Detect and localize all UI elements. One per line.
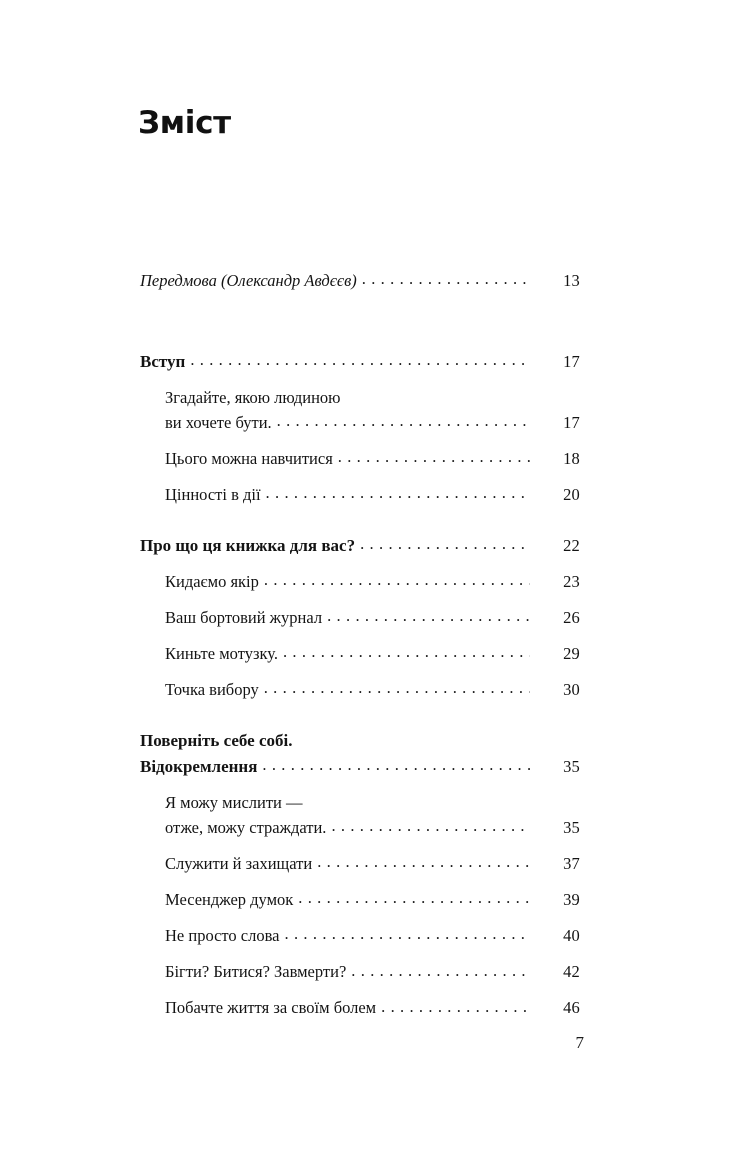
dot-leader: [317, 852, 530, 868]
toc-entry-page-number: 23: [563, 572, 580, 592]
spacer: [140, 948, 580, 959]
toc-entry-line: [165, 446, 580, 471]
toc-entry-pro-shcho[interactable]: [140, 533, 580, 559]
dot-leader: [331, 816, 530, 832]
toc-entry-line: [165, 887, 580, 912]
toc-entry-label: Побачте життя за своїм болем: [165, 998, 377, 1018]
toc-entry-bortovyi-zhurnal[interactable]: [165, 605, 605, 630]
toc-entry-povernit-sebe[interactable]: [140, 728, 580, 780]
toc-entry-label: Поверніть себе собі.: [140, 731, 293, 751]
toc-entry-page-number: 35: [563, 818, 580, 838]
dot-leader: [285, 924, 530, 940]
toc-entry-label: ви хочете бути.: [165, 412, 272, 432]
spacer: [140, 840, 580, 851]
toc-entry-page-number: 13: [563, 271, 580, 290]
toc-entry-label: Відокремлення: [140, 757, 258, 777]
toc-entry-line: [165, 605, 580, 630]
toc-entry-line: [140, 533, 580, 559]
toc-entry-kydaemo-yakir[interactable]: [165, 569, 605, 594]
toc-entry-page-number: 37: [563, 854, 580, 874]
dot-leader: [351, 961, 530, 977]
toc-entry-label: Не просто слова: [165, 926, 280, 946]
spacer: [140, 375, 580, 385]
toc-entry-page-number: 20: [563, 485, 580, 505]
toc-entry-tsogo-mozhna[interactable]: [165, 446, 605, 471]
toc-entry-label: Бігти? Битися? Завмерти?: [165, 962, 347, 982]
toc-entry-sluzhyty-zakhyshchaty[interactable]: [165, 851, 605, 876]
toc-entry-label: Вступ: [140, 352, 186, 372]
toc-entry-label: Цінності в дії: [165, 485, 261, 505]
dot-leader: [381, 997, 530, 1013]
toc-entry-line: [165, 641, 580, 666]
spacer: [140, 666, 580, 677]
dot-leader: [298, 888, 530, 904]
spacer: [140, 876, 580, 887]
toc-entry-vstup[interactable]: [140, 349, 580, 375]
toc-entry-label: Згадайте, якою людиною: [165, 387, 341, 407]
toc-entry-line: [165, 815, 580, 840]
spacer: [140, 293, 580, 349]
page-title: Зміст: [138, 105, 231, 141]
toc-entry-pobachte-zhyttya[interactable]: [165, 995, 605, 1020]
toc-entry-zgadayte[interactable]: [165, 385, 605, 435]
toc-entry-page-number: 18: [563, 449, 580, 469]
toc-entry-tsinnosti[interactable]: [165, 482, 605, 507]
toc-entry-page-number: 17: [563, 352, 580, 372]
toc-entry-label: Передмова (Олександр Авдєєв): [140, 271, 357, 290]
toc-entry-page-number: 40: [563, 926, 580, 946]
dot-leader: [362, 269, 530, 285]
toc-entry-label: Я можу мислити —: [165, 793, 303, 813]
toc-entry-tochka-vyboru[interactable]: [165, 677, 605, 702]
spacer: [140, 435, 580, 446]
toc-entry-line-continued: [165, 790, 580, 815]
spacer: [140, 471, 580, 482]
toc-entry-page-number: 17: [563, 412, 580, 432]
spacer: [140, 630, 580, 641]
toc-entry-line: [165, 959, 580, 984]
spacer: [140, 507, 580, 533]
toc-entry-line: [165, 851, 580, 876]
toc-entry-line: [140, 754, 580, 780]
toc-entry-label: Ваш бортовий журнал: [165, 608, 323, 628]
toc-entry-line: [165, 569, 580, 594]
dot-leader: [360, 534, 530, 550]
toc-entry-page-number: 42: [563, 962, 580, 982]
spacer: [140, 702, 580, 728]
toc-entry-page-number: 26: [563, 608, 580, 628]
toc-entry-page-number: 29: [563, 644, 580, 664]
spacer: [140, 594, 580, 605]
table-of-contents-list: [140, 268, 580, 1021]
toc-entry-mesendzher-dumok[interactable]: [165, 887, 605, 912]
toc-entry-line: [165, 995, 580, 1020]
dot-leader: [277, 411, 530, 427]
toc-entry-label: Киньте мотузку.: [165, 644, 278, 664]
toc-entry-preface[interactable]: [140, 268, 580, 293]
dot-leader: [327, 606, 530, 622]
toc-entry-line-continued: [165, 385, 580, 410]
toc-entry-kynte-motuzku[interactable]: [165, 641, 605, 666]
toc-entry-label: Месенджер думок: [165, 890, 294, 910]
spacer: [140, 912, 580, 923]
toc-entry-label: Цього можна навчитися: [165, 449, 333, 469]
toc-entry-line: [165, 677, 580, 702]
dot-leader: [264, 570, 530, 586]
toc-entry-page-number: 39: [563, 890, 580, 910]
toc-entry-line-continued: [140, 728, 580, 754]
toc-entry-bihty-bytysya[interactable]: [165, 959, 605, 984]
toc-entry-line: [140, 268, 580, 293]
dot-leader: [283, 642, 530, 658]
toc-entry-page-number: 22: [563, 536, 580, 556]
spacer: [140, 559, 580, 569]
toc-entry-page-number: 46: [563, 998, 580, 1018]
dot-leader: [262, 755, 530, 771]
toc-entry-label: отже, можу страждати.: [165, 818, 327, 838]
toc-entry-label: Служити й захищати: [165, 854, 313, 874]
toc-entry-page-number: 30: [563, 680, 580, 700]
toc-entry-label: Про що ця книжка для вас?: [140, 536, 356, 556]
folio-page-number: 7: [575, 1033, 584, 1052]
dot-leader: [190, 350, 530, 366]
toc-entry-ne-prosto-slova[interactable]: [165, 923, 605, 948]
dot-leader: [264, 678, 530, 694]
spacer: [140, 984, 580, 995]
dot-leader: [338, 447, 530, 463]
toc-entry-label: Точка вибору: [165, 680, 259, 700]
spacer: [140, 780, 580, 790]
toc-entry-ya-mozhu-myslyty[interactable]: [165, 790, 605, 840]
toc-entry-line: [165, 410, 580, 435]
dot-leader: [266, 483, 530, 499]
toc-entry-label: Кидаємо якір: [165, 572, 259, 592]
toc-entry-line: [165, 923, 580, 948]
toc-entry-line: [140, 349, 580, 375]
toc-entry-page-number: 35: [563, 757, 580, 777]
toc-entry-line: [165, 482, 580, 507]
